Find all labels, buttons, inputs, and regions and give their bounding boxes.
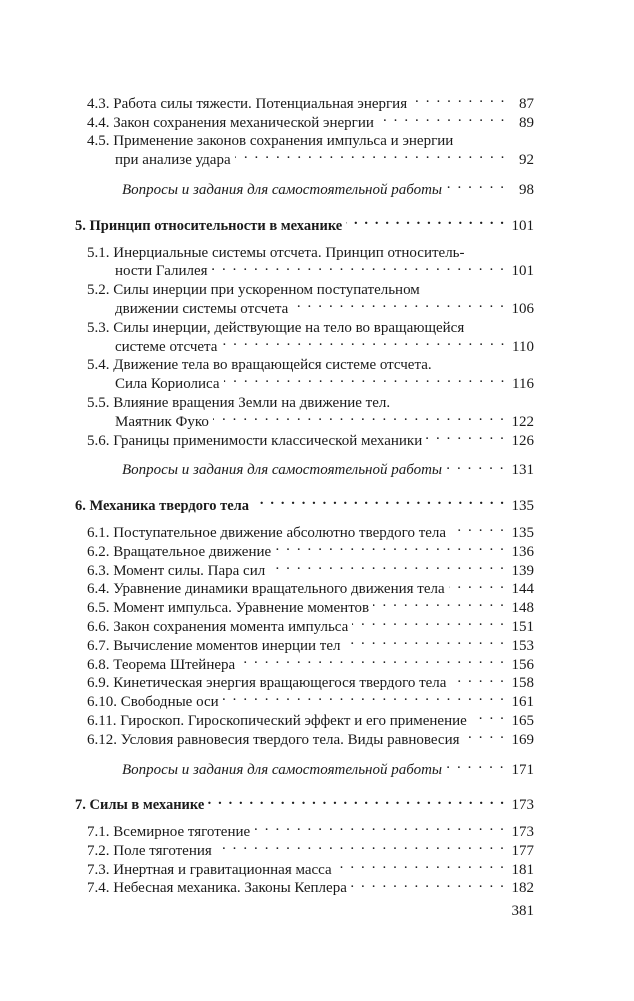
entry-page: 151 <box>511 618 534 635</box>
dot-leader <box>446 456 505 475</box>
dot-leader <box>223 687 506 706</box>
entry-title: Сила Кориолиса <box>115 376 220 393</box>
entry-page: 182 <box>511 880 534 897</box>
entry-title: при анализе удара <box>115 152 231 169</box>
dot-leader <box>269 556 505 575</box>
dot-leader <box>254 817 505 836</box>
entry-page: 173 <box>511 797 534 814</box>
entry-title: 5.2. Силы инерции при ускоренном поступательном <box>87 282 420 299</box>
entry-page: 98 <box>519 181 534 198</box>
entry-title: 6.1. Поступательное движение абсолютно твердого тела <box>87 524 447 541</box>
entry-title: 5.3. Силы инерции, действующие на тело во вращающейся <box>87 319 465 336</box>
chapter-entry <box>75 791 534 814</box>
entry-page: 122 <box>511 413 534 430</box>
entry-title: 6.10. Свободные оси <box>87 694 219 711</box>
dot-leader <box>253 491 505 510</box>
entry-title: 6.3. Момент силы. Пара сил <box>87 562 266 579</box>
dot-leader <box>212 257 506 276</box>
entry-title: 6.5. Момент импульса. Уравнение моментов <box>87 600 370 617</box>
dot-leader <box>449 575 506 594</box>
dot-leader <box>224 369 506 388</box>
entry-title: 5.4. Движение тела во вращающейся системе отсчета. <box>87 357 432 374</box>
entry-title: 5.5. Влияние вращения Земли на движение тел. <box>87 394 391 411</box>
entry-title: 6.8. Теорема Штейнера <box>87 656 236 673</box>
entry-page: 126 <box>511 432 534 449</box>
entry-title: 4.3. Работа силы тяжести. Потенциальная энергия <box>87 95 408 112</box>
entry-title: 6.2. Вращательное движение <box>87 543 272 560</box>
entry-page: 135 <box>511 524 534 541</box>
toc-entry <box>75 238 534 261</box>
entry-page: 165 <box>511 712 534 729</box>
chapter-entry <box>75 491 534 515</box>
entry-page: 148 <box>511 600 534 617</box>
dot-leader <box>446 175 506 194</box>
entry-page: 136 <box>511 543 534 560</box>
entry-title: Вопросы и задания для самостоятельной работы <box>122 761 443 778</box>
page-number: 381 <box>511 903 534 919</box>
entry-title: 5.6. Границы применимости классической механики <box>87 432 423 449</box>
dot-leader <box>292 294 505 313</box>
entry-page: 161 <box>511 694 534 711</box>
entry-page: 173 <box>511 824 534 841</box>
entry-page: 106 <box>511 300 534 317</box>
entry-page: 171 <box>511 761 534 778</box>
entry-title: 6.12. Условия равновесия твердого тела. Виды равновесия <box>87 731 460 748</box>
entry-page: 101 <box>511 217 534 234</box>
toc-entry <box>75 518 534 541</box>
entry-title: 7.3. Инертная и гравитационная масса <box>87 861 332 878</box>
dot-leader <box>411 89 506 108</box>
entry-page: 110 <box>512 338 534 355</box>
entry-page: 135 <box>511 498 534 515</box>
dot-leader <box>450 518 505 537</box>
questions-entry <box>75 175 534 198</box>
entry-title: 7.2. Поле тяготения <box>87 842 212 859</box>
entry-page: 116 <box>512 376 534 393</box>
entry-title: Вопросы и задания для самостоятельной работы <box>122 181 443 198</box>
dot-leader <box>373 593 505 612</box>
dot-leader <box>378 108 506 127</box>
dot-leader <box>275 537 505 556</box>
entry-title: системе отсчета <box>115 338 218 355</box>
toc-entry <box>75 817 534 841</box>
dot-leader <box>208 791 505 810</box>
entry-page: 158 <box>511 675 534 692</box>
entry-title: 7.4. Небесная механика. Законы Кеплера <box>87 880 347 897</box>
entry-page: 101 <box>511 263 534 280</box>
entry-title: 6.7. Вычисление моментов инерции тел <box>87 637 341 654</box>
entry-page: 131 <box>511 462 534 479</box>
entry-title: движении системы отсчета <box>115 300 289 317</box>
questions-entry <box>75 755 534 778</box>
dot-leader <box>221 332 506 351</box>
dot-leader <box>446 755 505 774</box>
dot-leader <box>216 836 506 855</box>
dot-leader <box>239 650 505 669</box>
entry-page: 92 <box>519 152 534 169</box>
entry-page: 139 <box>511 562 534 579</box>
entry-page: 153 <box>511 637 534 654</box>
table-of-contents <box>75 89 534 897</box>
questions-entry <box>75 456 534 479</box>
entry-page: 169 <box>511 731 534 748</box>
entry-title: 5. Принцип относительности в механике <box>75 217 343 234</box>
entry-title: 7.1. Всемирное тяготение <box>87 824 251 841</box>
dot-leader <box>450 669 505 688</box>
dot-leader <box>346 211 505 230</box>
dot-leader <box>426 426 505 445</box>
entry-page: 181 <box>511 861 534 878</box>
toc-entry <box>75 89 534 112</box>
entry-page: 89 <box>519 114 534 131</box>
chapter-entry <box>75 211 534 234</box>
entry-page: 144 <box>511 581 534 598</box>
entry-title: Маятник Фуко <box>115 413 209 430</box>
dot-leader <box>344 631 505 650</box>
dot-leader <box>351 874 506 893</box>
entry-title: 7. Силы в механике <box>75 797 205 814</box>
entry-title: 6.11. Гироскоп. Гироскопический эффект и его применение <box>87 712 467 729</box>
entry-page: 156 <box>511 656 534 673</box>
entry-page: 177 <box>511 842 534 859</box>
entry-title: 6.6. Закон сохранения момента импульса <box>87 618 349 635</box>
entry-title: 6.9. Кинетическая энергия вращающегося твердого тела <box>87 675 447 692</box>
dot-leader <box>352 612 505 631</box>
entry-title: 6.4. Уравнение динамики вращательного движения тела <box>87 581 445 598</box>
dot-leader <box>464 725 506 744</box>
dot-leader <box>213 407 506 426</box>
entry-page: 87 <box>519 95 534 112</box>
entry-title: Вопросы и задания для самостоятельной работы <box>122 462 443 479</box>
dot-leader <box>471 706 506 725</box>
entry-title: 4.4. Закон сохранения механической энергии <box>87 114 374 131</box>
dot-leader <box>336 855 506 874</box>
entry-title: 5.1. Инерциальные системы отсчета. Принцип относитель- <box>87 244 465 261</box>
entry-title: 4.5. Применение законов сохранения импульса и энергии <box>87 133 454 150</box>
entry-title: 6. Механика твердого тела <box>75 498 250 515</box>
dot-leader <box>235 145 506 164</box>
entry-title: ности Галилея <box>115 263 208 280</box>
